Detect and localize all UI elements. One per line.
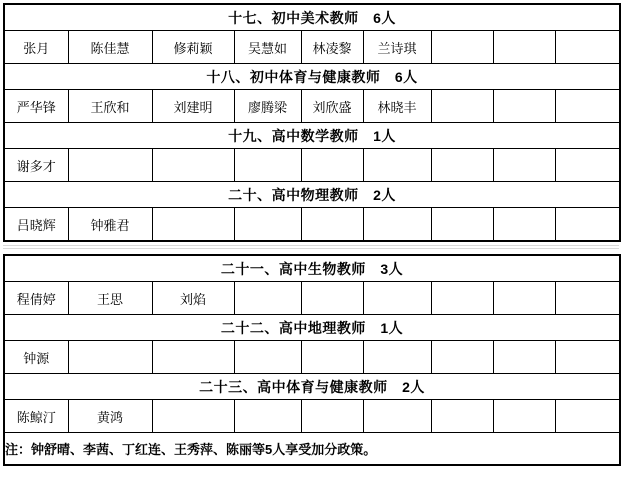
section-header: 十七、初中美术教师 6人	[4, 4, 620, 31]
name-cell: 刘建明	[152, 90, 234, 123]
name-cell: 王欣和	[68, 90, 152, 123]
name-cell: 刘欣盛	[301, 90, 363, 123]
names-row	[4, 31, 620, 64]
section-header: 二十、高中物理教师 2人	[4, 182, 620, 208]
empty-cell	[363, 341, 431, 374]
name-cell: 兰诗琪	[363, 31, 431, 64]
section-header: 二十一、高中生物教师 3人	[4, 255, 620, 282]
empty-cell	[152, 208, 234, 242]
empty-cell	[234, 282, 301, 315]
empty-cell	[431, 31, 493, 64]
section-header-row	[4, 255, 620, 282]
name-cell: 廖腾梁	[234, 90, 301, 123]
empty-cell	[301, 400, 363, 433]
empty-cell	[555, 31, 620, 64]
name-cell: 钟雅君	[68, 208, 152, 242]
empty-cell	[431, 282, 493, 315]
teacher-table-lower	[3, 254, 621, 466]
name-cell: 陈鲸汀	[4, 400, 68, 433]
empty-cell	[555, 400, 620, 433]
empty-cell	[234, 208, 301, 242]
name-cell: 谢多才	[4, 149, 68, 182]
empty-cell	[431, 341, 493, 374]
note-row	[4, 433, 620, 466]
name-cell: 程倩婷	[4, 282, 68, 315]
empty-cell	[301, 149, 363, 182]
empty-cell	[301, 282, 363, 315]
section-header-row	[4, 182, 620, 208]
empty-cell	[363, 400, 431, 433]
empty-cell	[234, 149, 301, 182]
empty-cell	[431, 149, 493, 182]
empty-cell	[234, 400, 301, 433]
empty-cell	[555, 208, 620, 242]
name-cell: 修莉颖	[152, 31, 234, 64]
name-cell: 林晓丰	[363, 90, 431, 123]
empty-cell	[555, 341, 620, 374]
section-header-row	[4, 123, 620, 149]
empty-cell	[68, 341, 152, 374]
empty-cell	[301, 341, 363, 374]
names-row	[4, 282, 620, 315]
name-cell: 钟源	[4, 341, 68, 374]
empty-cell	[493, 149, 555, 182]
section-header: 十九、高中数学教师 1人	[4, 123, 620, 149]
name-cell: 吴慧如	[234, 31, 301, 64]
section-header-row	[4, 64, 620, 90]
name-cell: 张月	[4, 31, 68, 64]
empty-cell	[493, 282, 555, 315]
empty-cell	[493, 341, 555, 374]
section-header: 二十三、高中体育与健康教师 2人	[4, 374, 620, 400]
names-row	[4, 208, 620, 242]
empty-cell	[431, 400, 493, 433]
empty-cell	[431, 90, 493, 123]
empty-cell	[152, 341, 234, 374]
names-row	[4, 90, 620, 123]
empty-cell	[555, 282, 620, 315]
empty-cell	[68, 149, 152, 182]
name-cell: 王思	[68, 282, 152, 315]
empty-cell	[363, 149, 431, 182]
empty-cell	[363, 282, 431, 315]
section-header-row	[4, 315, 620, 341]
empty-cell	[493, 400, 555, 433]
names-row	[4, 341, 620, 374]
page-break-gap	[3, 245, 619, 254]
empty-cell	[493, 208, 555, 242]
section-header: 二十二、高中地理教师 1人	[4, 315, 620, 341]
note-cell: 注：钟舒晴、李茜、丁红连、王秀萍、陈丽等5人享受加分政策。	[4, 433, 620, 466]
empty-cell	[152, 400, 234, 433]
name-cell: 陈佳慧	[68, 31, 152, 64]
name-cell: 吕晓辉	[4, 208, 68, 242]
empty-cell	[301, 208, 363, 242]
section-header-row	[4, 4, 620, 31]
empty-cell	[152, 149, 234, 182]
section-header: 十八、初中体育与健康教师 6人	[4, 64, 620, 90]
empty-cell	[363, 208, 431, 242]
empty-cell	[493, 31, 555, 64]
name-cell: 刘焰	[152, 282, 234, 315]
empty-cell	[493, 90, 555, 123]
name-cell: 严华锋	[4, 90, 68, 123]
page-break-line	[3, 245, 619, 249]
empty-cell	[555, 149, 620, 182]
name-cell: 林凌黎	[301, 31, 363, 64]
empty-cell	[234, 341, 301, 374]
name-cell: 黄鸿	[68, 400, 152, 433]
names-row	[4, 149, 620, 182]
section-header-row	[4, 374, 620, 400]
empty-cell	[555, 90, 620, 123]
names-row	[4, 400, 620, 433]
teacher-table-upper	[3, 3, 621, 242]
empty-cell	[431, 208, 493, 242]
